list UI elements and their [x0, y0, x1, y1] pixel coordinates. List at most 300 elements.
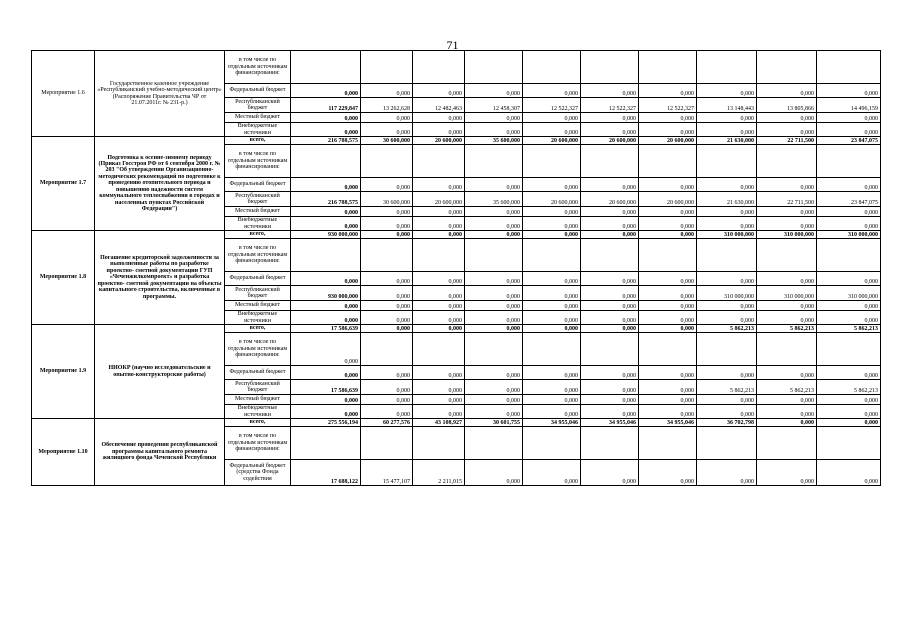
value-cell	[413, 427, 465, 460]
table-row	[32, 325, 881, 333]
value-cell	[639, 145, 697, 178]
value-cell: 0,000	[757, 366, 817, 380]
value-cell: 0,000	[413, 311, 465, 325]
measure-description: Подготовка к осенне-зимнему периоду (Приказ Госстроя РФ от 6 сентября 2000 г. № 203 "Об утверждении Организационно-методических рекомендаций по подготовке к проведению отопительного периода и повышению надежности систем коммунального теплоснабжения в городах и населенных пунктах Российской Федерации")	[95, 137, 225, 231]
value-cell: 0,000	[639, 301, 697, 311]
page-number: 71	[446, 38, 459, 52]
value-cell: 0,000	[817, 311, 881, 325]
source-label: Внебюджетные источники	[225, 405, 291, 419]
value-cell: 0,000	[291, 272, 361, 286]
value-cell: 43 108,927	[413, 419, 465, 427]
value-cell: 0,000	[757, 217, 817, 231]
source-label: всего,	[225, 419, 291, 427]
value-cell: 0,000	[413, 395, 465, 405]
value-cell: 0,000	[639, 311, 697, 325]
value-cell: 0,000	[523, 325, 581, 333]
source-label: всего,	[225, 137, 291, 145]
value-cell: 30 600,000	[361, 192, 413, 207]
value-cell: 0,000	[465, 178, 523, 192]
value-cell: 0,000	[697, 405, 757, 419]
value-cell: 0,000	[413, 325, 465, 333]
value-cell: 0,000	[817, 301, 881, 311]
measure-description: Обеспечение проведения республиканской программы капитального ремонта жилищного фонда Чеченской Республики	[95, 419, 225, 486]
value-cell: 0,000	[523, 301, 581, 311]
value-cell: 2 211,015	[413, 460, 465, 486]
source-label: Федеральный бюджет	[225, 178, 291, 192]
value-cell: 13 148,443	[697, 98, 757, 113]
value-cell: 0,000	[757, 405, 817, 419]
value-cell	[581, 145, 639, 178]
value-cell: 20 600,000	[581, 192, 639, 207]
table-row	[32, 51, 881, 84]
measure-name: Мероприятие 1.9	[32, 325, 95, 419]
value-cell: 0,000	[465, 380, 523, 395]
value-cell: 23 847,075	[817, 137, 881, 145]
value-cell: 0,000	[413, 286, 465, 301]
value-cell: 21 630,000	[697, 137, 757, 145]
value-cell: 0,000	[523, 231, 581, 239]
source-label: Федеральный бюджет	[225, 84, 291, 98]
value-cell	[523, 333, 581, 366]
table-row	[32, 419, 881, 427]
value-cell: 0,000	[639, 395, 697, 405]
value-cell: 0,000	[581, 311, 639, 325]
value-cell	[697, 239, 757, 272]
value-cell: 310 000,000	[817, 231, 881, 239]
value-cell: 0,000	[639, 217, 697, 231]
value-cell: 5 862,213	[697, 380, 757, 395]
value-cell	[581, 427, 639, 460]
value-cell: 0,000	[413, 366, 465, 380]
measure-name: Мероприятие 1.7	[32, 137, 95, 231]
value-cell: 34 955,046	[639, 419, 697, 427]
value-cell: 0,000	[639, 380, 697, 395]
value-cell: 0,000	[291, 113, 361, 123]
value-cell	[581, 333, 639, 366]
value-cell: 23 847,075	[817, 192, 881, 207]
value-cell: 0,000	[523, 272, 581, 286]
value-cell: 5 862,213	[757, 325, 817, 333]
value-cell	[465, 51, 523, 84]
value-cell: 0,000	[413, 405, 465, 419]
value-cell: 0,000	[817, 84, 881, 98]
value-cell: 0,000	[413, 380, 465, 395]
value-cell	[413, 145, 465, 178]
value-cell: 0,000	[757, 301, 817, 311]
value-cell	[465, 239, 523, 272]
value-cell: 0,000	[523, 217, 581, 231]
value-cell: 0,000	[817, 460, 881, 486]
value-cell: 310 000,000	[697, 286, 757, 301]
value-cell: 34 955,046	[581, 419, 639, 427]
value-cell	[817, 145, 881, 178]
value-cell: 0,000	[757, 123, 817, 137]
value-cell: 0,000	[639, 123, 697, 137]
value-cell: 0,000	[639, 366, 697, 380]
value-cell: 0,000	[361, 231, 413, 239]
value-cell: 0,000	[291, 207, 361, 217]
value-cell: 930 000,000	[291, 231, 361, 239]
value-cell: 0,000	[581, 380, 639, 395]
source-label: Местный бюджет	[225, 207, 291, 217]
value-cell: 0,000	[639, 113, 697, 123]
value-cell	[817, 333, 881, 366]
value-cell: 0,000	[413, 207, 465, 217]
source-label: Федеральный бюджет	[225, 272, 291, 286]
value-cell: 0,000	[581, 301, 639, 311]
value-cell: 34 955,046	[523, 419, 581, 427]
value-cell: 12 458,307	[465, 98, 523, 113]
value-cell	[465, 145, 523, 178]
value-cell: 310 000,000	[757, 286, 817, 301]
value-cell: 0,000	[757, 272, 817, 286]
value-cell: 0,000	[697, 366, 757, 380]
value-cell: 0,000	[817, 419, 881, 427]
value-cell: 0,000	[291, 178, 361, 192]
value-cell	[361, 427, 413, 460]
value-cell: 0,000	[465, 217, 523, 231]
value-cell: 0,000	[639, 272, 697, 286]
value-cell: 5 862,213	[817, 380, 881, 395]
value-cell: 0,000	[581, 366, 639, 380]
value-cell: 0,000	[465, 207, 523, 217]
value-cell: 0,000	[361, 311, 413, 325]
value-cell: 0,000	[639, 325, 697, 333]
value-cell: 0,000	[817, 113, 881, 123]
source-label: Федеральный бюджет (средства Фонда содействия	[225, 460, 291, 486]
value-cell: 12 482,463	[413, 98, 465, 113]
value-cell: 0,000	[639, 178, 697, 192]
value-cell: 0,000	[523, 311, 581, 325]
value-cell: 17 688,122	[291, 460, 361, 486]
value-cell: 0,000	[523, 178, 581, 192]
value-cell: 0,000	[361, 113, 413, 123]
value-cell: 0,000	[697, 178, 757, 192]
source-label: в том числе по отдельным источникам финансирования:	[225, 51, 291, 84]
value-cell: 0,000	[465, 366, 523, 380]
value-cell: 0,000	[581, 325, 639, 333]
value-cell: 0,000	[413, 113, 465, 123]
value-cell: 0,000	[465, 84, 523, 98]
value-cell: 20 600,000	[523, 192, 581, 207]
value-cell	[291, 145, 361, 178]
value-cell: 14 496,159	[817, 98, 881, 113]
value-cell: 0,000	[639, 460, 697, 486]
value-cell: 0,000	[757, 84, 817, 98]
value-cell: 0,000	[639, 286, 697, 301]
measure-description: Государственное казенное учреждение «Республиканский учебно-методический центр» (Распоряжение Правительства ЧР от 21.07.2011г. № 231-р.)	[95, 51, 225, 137]
value-cell: 5 862,213	[757, 380, 817, 395]
value-cell: 0,000	[413, 231, 465, 239]
value-cell: 0,000	[465, 460, 523, 486]
value-cell	[581, 239, 639, 272]
value-cell: 0,000	[639, 84, 697, 98]
value-cell: 0,000	[413, 217, 465, 231]
value-cell: 0,000	[697, 84, 757, 98]
value-cell: 0,000	[523, 286, 581, 301]
value-cell: 0,000	[361, 217, 413, 231]
value-cell	[757, 51, 817, 84]
value-cell: 35 600,000	[465, 137, 523, 145]
value-cell	[523, 145, 581, 178]
value-cell: 0,000	[361, 286, 413, 301]
value-cell	[291, 427, 361, 460]
value-cell: 0,000	[817, 395, 881, 405]
value-cell: 0,000	[361, 395, 413, 405]
value-cell	[639, 239, 697, 272]
value-cell: 22 711,500	[757, 137, 817, 145]
measure-description: НИОКР (научно исследовательские и опытно-конструкторские работы)	[95, 325, 225, 419]
value-cell: 0,000	[817, 272, 881, 286]
value-cell: 0,000	[697, 395, 757, 405]
value-cell	[465, 333, 523, 366]
source-label: в том числе по отдельным источникам финансирования:	[225, 145, 291, 178]
source-label: Местный бюджет	[225, 395, 291, 405]
source-label: в том числе по отдельным источникам финансирования:	[225, 239, 291, 272]
value-cell: 0,000	[465, 325, 523, 333]
value-cell: 310 000,000	[697, 231, 757, 239]
value-cell: 0,000	[817, 207, 881, 217]
source-label: Внебюджетные источники	[225, 123, 291, 137]
value-cell: 60 277,576	[361, 419, 413, 427]
value-cell	[523, 51, 581, 84]
value-cell: 0,000	[581, 217, 639, 231]
value-cell: 0,000	[361, 84, 413, 98]
value-cell	[361, 239, 413, 272]
value-cell: 0,000	[697, 460, 757, 486]
value-cell: 0,000	[757, 395, 817, 405]
table-row	[32, 137, 881, 145]
value-cell: 0,000	[361, 123, 413, 137]
measure-description: Погашение кредиторской задолженности за выполненные работы по разработке проектно- сметной документации ГУП «Чеченжилкомпроект» и разработка проектно- сметной документации на объекты капитального строительства, включенные в программы.	[95, 231, 225, 325]
value-cell: 0,000	[697, 113, 757, 123]
value-cell: 0,000	[697, 272, 757, 286]
value-cell: 0,000	[757, 311, 817, 325]
value-cell: 0,000	[817, 366, 881, 380]
value-cell	[757, 145, 817, 178]
value-cell: 0,000	[581, 395, 639, 405]
value-cell: 0,000	[697, 207, 757, 217]
value-cell: 0,000	[361, 272, 413, 286]
source-label: Республиканский бюджет	[225, 286, 291, 301]
value-cell: 117 229,847	[291, 98, 361, 113]
value-cell: 0,000	[581, 123, 639, 137]
value-cell: 310 000,000	[817, 286, 881, 301]
value-cell: 0,000	[581, 286, 639, 301]
source-label: в том числе по отдельным источникам финансирования:	[225, 427, 291, 460]
value-cell	[817, 239, 881, 272]
value-cell: 0,000	[291, 217, 361, 231]
value-cell: 0,000	[291, 405, 361, 419]
value-cell: 0,000	[465, 272, 523, 286]
measure-name: Мероприятие 1.10	[32, 419, 95, 486]
value-cell: 0,000	[465, 286, 523, 301]
source-label: всего,	[225, 325, 291, 333]
value-cell: 35 600,000	[465, 192, 523, 207]
value-cell	[639, 333, 697, 366]
value-cell: 0,000	[757, 113, 817, 123]
value-cell: 0,000	[361, 405, 413, 419]
value-cell: 0,000	[361, 207, 413, 217]
financing-table	[31, 50, 881, 486]
value-cell: 0,000	[361, 325, 413, 333]
value-cell: 0,000	[465, 123, 523, 137]
value-cell: 12 522,327	[581, 98, 639, 113]
value-cell: 12 522,327	[639, 98, 697, 113]
value-cell: 0,000	[361, 380, 413, 395]
value-cell: 0,000	[817, 178, 881, 192]
value-cell: 275 556,194	[291, 419, 361, 427]
value-cell: 0,000	[291, 301, 361, 311]
value-cell: 0,000	[697, 311, 757, 325]
value-cell: 13 262,628	[361, 98, 413, 113]
value-cell: 0,000	[465, 311, 523, 325]
value-cell: 0,000	[291, 333, 361, 366]
value-cell: 0,000	[465, 395, 523, 405]
value-cell: 30 600,000	[361, 137, 413, 145]
value-cell	[361, 333, 413, 366]
value-cell: 30 601,755	[465, 419, 523, 427]
value-cell: 0,000	[523, 113, 581, 123]
value-cell	[465, 427, 523, 460]
value-cell: 0,000	[523, 380, 581, 395]
value-cell: 0,000	[523, 460, 581, 486]
value-cell: 0,000	[817, 405, 881, 419]
value-cell	[291, 51, 361, 84]
value-cell: 0,000	[291, 366, 361, 380]
source-label: Внебюджетные источники	[225, 217, 291, 231]
value-cell: 0,000	[817, 217, 881, 231]
value-cell	[639, 427, 697, 460]
value-cell	[361, 51, 413, 84]
value-cell: 0,000	[757, 178, 817, 192]
value-cell: 5 862,213	[697, 325, 757, 333]
value-cell: 0,000	[291, 311, 361, 325]
source-label: Республиканский бюджет	[225, 192, 291, 207]
value-cell: 0,000	[581, 231, 639, 239]
value-cell	[757, 239, 817, 272]
value-cell: 0,000	[291, 123, 361, 137]
value-cell: 0,000	[465, 113, 523, 123]
value-cell: 0,000	[413, 301, 465, 311]
value-cell: 17 586,639	[291, 325, 361, 333]
source-label: Местный бюджет	[225, 113, 291, 123]
value-cell: 0,000	[757, 460, 817, 486]
value-cell: 0,000	[581, 272, 639, 286]
value-cell	[817, 51, 881, 84]
value-cell	[413, 333, 465, 366]
value-cell: 0,000	[817, 123, 881, 137]
value-cell: 0,000	[523, 366, 581, 380]
value-cell	[413, 51, 465, 84]
value-cell: 216 788,575	[291, 137, 361, 145]
value-cell: 36 702,798	[697, 419, 757, 427]
value-cell	[523, 239, 581, 272]
value-cell	[361, 145, 413, 178]
value-cell: 0,000	[639, 405, 697, 419]
value-cell: 20 600,000	[413, 137, 465, 145]
value-cell	[697, 51, 757, 84]
value-cell: 0,000	[581, 178, 639, 192]
value-cell: 0,000	[581, 405, 639, 419]
value-cell: 0,000	[757, 207, 817, 217]
value-cell: 310 000,000	[757, 231, 817, 239]
value-cell: 0,000	[697, 217, 757, 231]
value-cell: 22 711,500	[757, 192, 817, 207]
value-cell: 5 862,213	[817, 325, 881, 333]
value-cell: 0,000	[523, 395, 581, 405]
value-cell: 20 600,000	[639, 192, 697, 207]
value-cell	[817, 427, 881, 460]
source-label: Местный бюджет	[225, 301, 291, 311]
value-cell: 0,000	[523, 405, 581, 419]
value-cell: 0,000	[523, 207, 581, 217]
source-label: в том числе по отдельным источникам финансирования:	[225, 333, 291, 366]
value-cell: 0,000	[581, 113, 639, 123]
value-cell: 0,000	[757, 419, 817, 427]
value-cell	[697, 333, 757, 366]
value-cell	[757, 427, 817, 460]
value-cell	[523, 427, 581, 460]
value-cell: 0,000	[413, 272, 465, 286]
value-cell: 0,000	[413, 178, 465, 192]
value-cell: 0,000	[361, 178, 413, 192]
value-cell: 216 788,575	[291, 192, 361, 207]
value-cell: 0,000	[523, 123, 581, 137]
source-label: Внебюджетные источники	[225, 311, 291, 325]
measure-name: Мероприятие 1.8	[32, 231, 95, 325]
value-cell: 21 630,000	[697, 192, 757, 207]
value-cell: 0,000	[697, 301, 757, 311]
value-cell: 0,000	[465, 231, 523, 239]
value-cell: 0,000	[639, 231, 697, 239]
value-cell: 0,000	[291, 395, 361, 405]
value-cell	[581, 51, 639, 84]
value-cell: 13 805,866	[757, 98, 817, 113]
value-cell: 0,000	[523, 84, 581, 98]
value-cell: 930 000,000	[291, 286, 361, 301]
value-cell	[639, 51, 697, 84]
value-cell	[413, 239, 465, 272]
value-cell	[697, 427, 757, 460]
value-cell: 12 522,327	[523, 98, 581, 113]
value-cell	[291, 239, 361, 272]
source-label: Республиканский бюджет	[225, 98, 291, 113]
value-cell: 0,000	[361, 366, 413, 380]
value-cell: 0,000	[465, 301, 523, 311]
source-label: всего,	[225, 231, 291, 239]
value-cell: 0,000	[581, 207, 639, 217]
value-cell: 0,000	[697, 123, 757, 137]
value-cell: 15 477,107	[361, 460, 413, 486]
value-cell: 0,000	[639, 207, 697, 217]
value-cell: 0,000	[413, 123, 465, 137]
value-cell: 17 586,639	[291, 380, 361, 395]
measure-name: Мероприятие 1.6	[32, 51, 95, 137]
value-cell: 20 600,000	[639, 137, 697, 145]
value-cell: 20 600,000	[413, 192, 465, 207]
value-cell: 20 600,000	[523, 137, 581, 145]
value-cell: 0,000	[413, 84, 465, 98]
value-cell: 0,000	[291, 84, 361, 98]
value-cell: 0,000	[581, 460, 639, 486]
value-cell: 0,000	[581, 84, 639, 98]
value-cell: 0,000	[465, 405, 523, 419]
source-label: Федеральный бюджет	[225, 366, 291, 380]
source-label: Республиканский бюджет	[225, 380, 291, 395]
value-cell: 0,000	[361, 301, 413, 311]
value-cell	[697, 145, 757, 178]
